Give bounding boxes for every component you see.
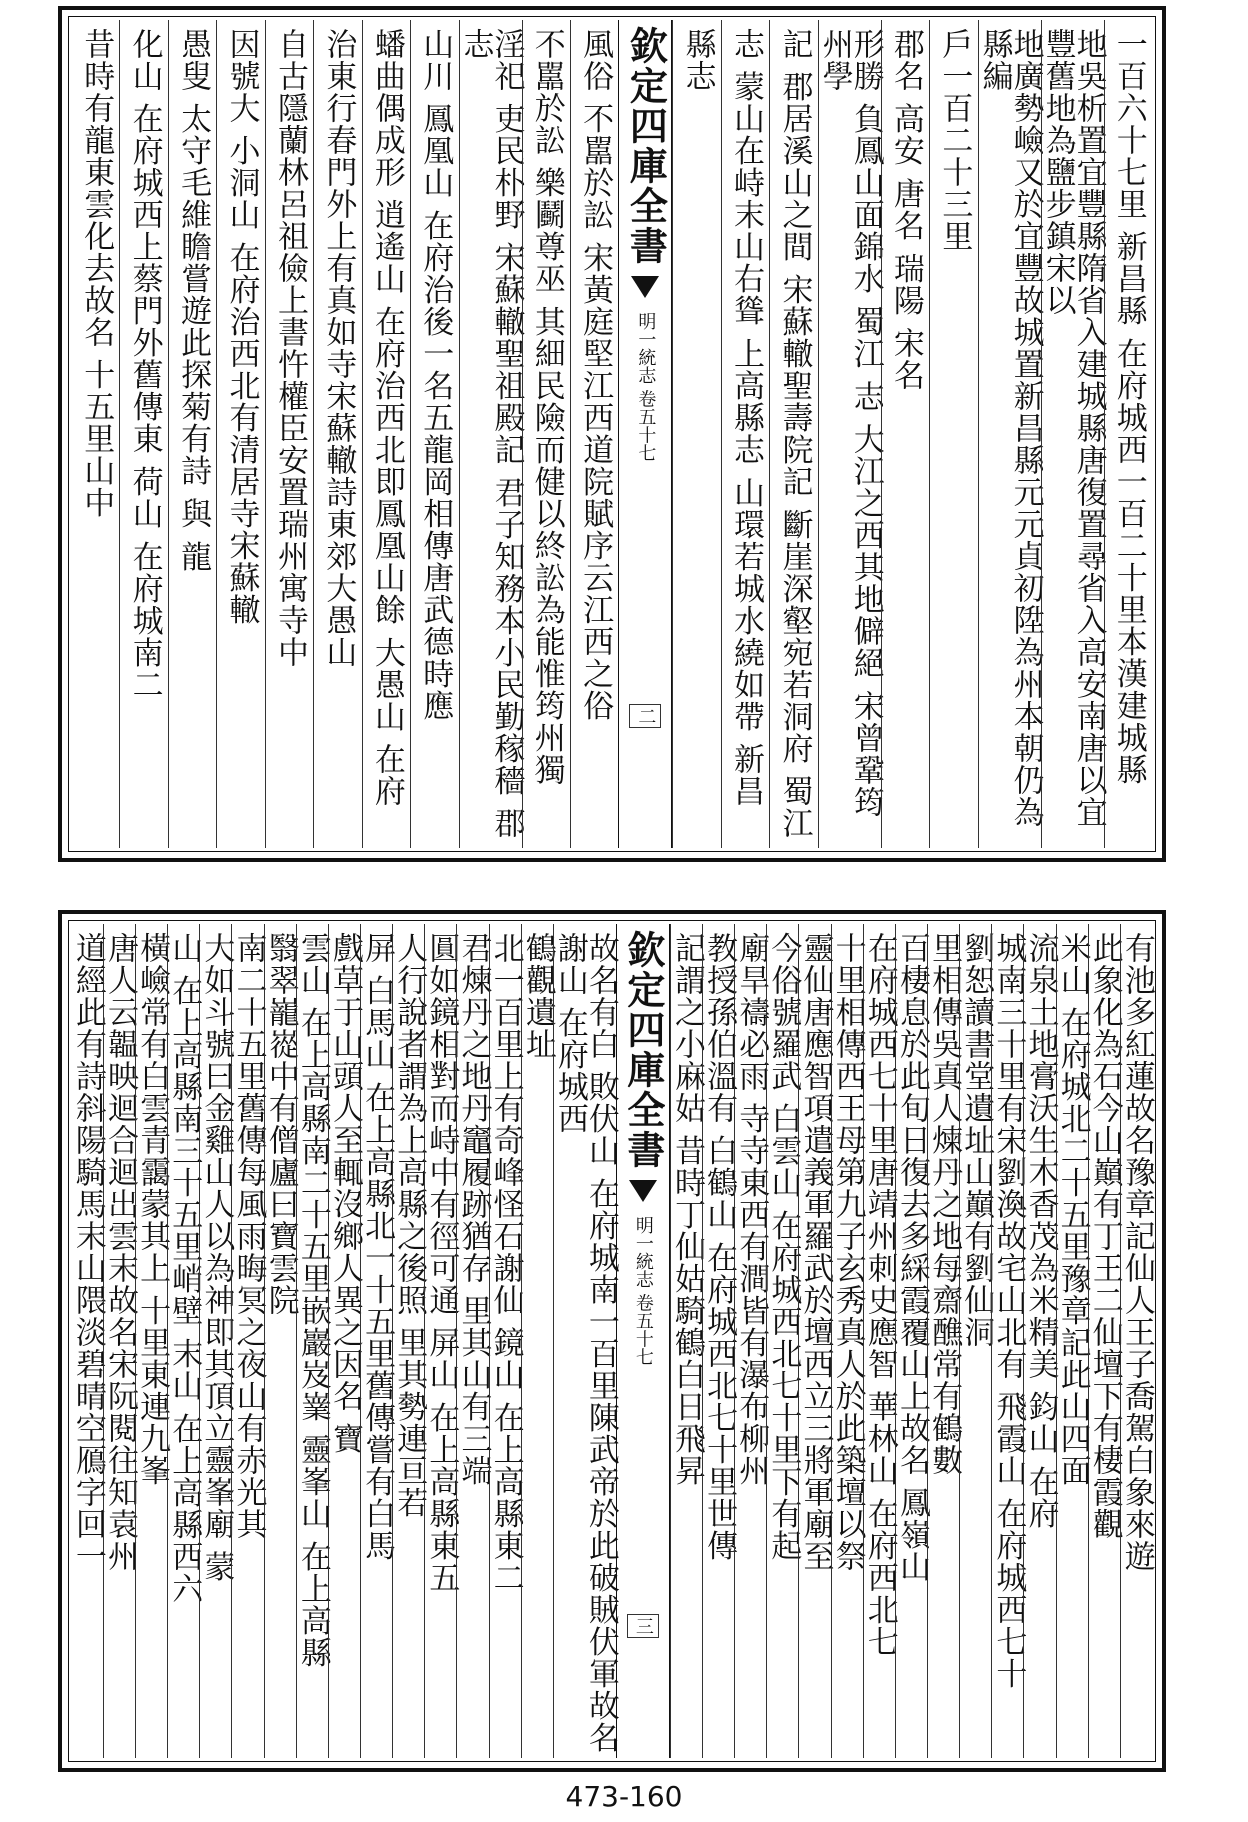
text-column bbox=[519, 924, 556, 1758]
column-text: 道經此有詩斜陽騎馬末山隈淡碧晴空鴈字回一 bbox=[69, 932, 106, 1572]
column-text: 記 郡居溪山之間 宋蘇轍聖壽院記 斷崖深壑宛若洞府 蜀江 bbox=[776, 28, 813, 840]
column-text: 雲山 在上高縣南二十五里嵌巖岌嶪 靈峯山 在上高縣 bbox=[294, 932, 331, 1669]
text-column bbox=[976, 20, 1044, 848]
text-column bbox=[72, 20, 119, 848]
text-column bbox=[168, 20, 216, 848]
text-column bbox=[166, 924, 203, 1758]
column-text: 圓如鏡相對而峙中有徑可通 屏山 在上高縣東五 bbox=[423, 932, 460, 1594]
column-text: 劉恕讀書堂遺址山巔有劉仙洞 bbox=[958, 932, 995, 1348]
column-text: 郡名 高安 唐名 瑞陽 宋名 bbox=[887, 28, 924, 392]
text-column bbox=[893, 924, 930, 1758]
column-text: 在府城西七十里唐靖州刺史應智 華林山 在府西北七 bbox=[861, 932, 898, 1658]
text-column bbox=[362, 20, 410, 848]
column-text: 南二十五里舊傳每風雨晦冥之夜山有赤光其 bbox=[230, 932, 267, 1540]
text-column bbox=[958, 924, 995, 1758]
text-column bbox=[733, 924, 770, 1758]
text-column bbox=[487, 924, 524, 1758]
column-text: 記謂之小麻姑 昔時丁仙姑騎鶴白日飛昇 bbox=[668, 932, 705, 1487]
text-column bbox=[672, 20, 720, 848]
lower-page-frame bbox=[58, 910, 1166, 1772]
column-text: 因號大 小洞山 在府治西北有清居寺宋蘇轍 bbox=[223, 28, 260, 626]
column-text: 昔時有龍東雲化去故名 十五里山中 bbox=[78, 28, 115, 519]
text-column bbox=[1039, 20, 1107, 848]
text-column bbox=[769, 20, 817, 848]
text-column bbox=[668, 924, 705, 1758]
text-column bbox=[410, 20, 458, 848]
column-text: 廟旱禱必雨 寺寺東西有澗皆有瀑布柳州 bbox=[733, 932, 770, 1487]
column-text: 靈仙唐應智項遣義軍羅武於壇西立三將軍廟至 bbox=[797, 932, 834, 1572]
text-column bbox=[1118, 924, 1155, 1758]
column-text: 翳翠巃嵸中有僧廬曰寶雲院 bbox=[262, 932, 299, 1316]
column-text: 不嚚於訟 樂鬬尊巫 其細民險而健以終訟為能惟筠州獨 bbox=[528, 28, 565, 786]
column-text: 城南三十里有宋劉渙故宅山北有 飛霞山 在府城西七十 bbox=[990, 932, 1027, 1690]
column-text: 屏 白馬山 在上高縣北一十五里舊傳嘗有白馬 bbox=[359, 932, 396, 1562]
column-text: 有池多紅蓮故名豫章記仙人王子喬駕白象來遊 bbox=[1118, 932, 1155, 1572]
text-column bbox=[929, 20, 977, 848]
text-column bbox=[294, 924, 331, 1758]
column-text: 北一百里上有奇峰怪石謝仙 鏡山 在上高縣東二 bbox=[487, 932, 524, 1594]
text-column bbox=[551, 924, 619, 1758]
column-text: 橫嶮常有白雲青靄蒙其上 十里東連九峯 bbox=[134, 932, 171, 1487]
text-column bbox=[816, 20, 884, 848]
column-text: 今俗號羅武 白雲山 在府城西北七十里下有起 bbox=[765, 932, 802, 1562]
column-text: 人行說者謂為上高縣之後照 里其勢連亘若 bbox=[391, 932, 428, 1519]
column-text: 此象化為石今山巔有丁王二仙壇下有棲霞觀 bbox=[1086, 932, 1123, 1540]
column-text: 蟠曲偶成形 逍遙山 在府治西北即鳳凰山餘 大愚山 在府 bbox=[368, 28, 405, 808]
column-text: 形勝 負鳳山面錦水 蜀江 志 大江之西其地僻絕 宋曾鞏筠州學 bbox=[816, 28, 884, 819]
text-column bbox=[1054, 924, 1091, 1758]
center-book-title: 欽定四庫全書 bbox=[620, 930, 666, 1170]
column-text: 戶一百二十三里 bbox=[936, 28, 973, 252]
text-column bbox=[570, 20, 618, 848]
column-text: 治東行春門外上有真如寺宋蘇轍詩東郊大愚山 bbox=[320, 28, 357, 668]
text-column bbox=[1022, 924, 1059, 1758]
text-column bbox=[262, 924, 299, 1758]
column-text: 教授孫伯溫有 白鶴山 在府城西北七十里世傳 bbox=[701, 932, 738, 1562]
text-column bbox=[721, 20, 769, 848]
page-number-footer: 473-160 bbox=[565, 1780, 683, 1813]
center-book-title: 欽定四庫全書 bbox=[623, 26, 669, 266]
column-text: 流泉土地膏沃生木香茂為米精美 鈞山 在府 bbox=[1022, 932, 1059, 1530]
text-column bbox=[101, 924, 138, 1758]
column-text: 鶴觀遺址 bbox=[519, 932, 556, 1060]
text-column bbox=[216, 20, 264, 848]
text-column bbox=[423, 924, 460, 1758]
column-text: 地吳析置宜豐縣隋省入建城縣唐復置尋省入高安南唐以宜豐舊地為鹽步鎮宋以 bbox=[1039, 28, 1107, 828]
text-column bbox=[861, 924, 898, 1758]
column-text: 戲草于山頭人至輒沒鄉人異之因名 寶 bbox=[326, 932, 363, 1455]
column-text: 地廣勢嶮又於宜豐故城置新昌縣元元貞初陞為州本朝仍為縣編 bbox=[976, 28, 1044, 828]
column-text: 山 在上高縣南三十五里峭壁 末山 在上高縣西六 bbox=[166, 932, 203, 1605]
column-text: 唐人云韞映迴合迴出雲末故名宋阮閱往知袁州 bbox=[101, 932, 138, 1572]
text-column bbox=[230, 924, 267, 1758]
upper-page-frame bbox=[58, 6, 1166, 862]
text-column bbox=[926, 924, 963, 1758]
text-column bbox=[701, 924, 738, 1758]
column-text: 化山 在府城西上蔡門外舊傳東 荷山 在府城南二 bbox=[126, 28, 163, 701]
fishtail-mark-icon bbox=[629, 1180, 657, 1202]
text-column bbox=[797, 924, 834, 1758]
column-text: 大如斗號曰金雞山人以為神即其頂立靈峯廟 蒙 bbox=[198, 932, 235, 1583]
column-text: 山川 鳳凰山 在府治後一名五龍岡相傳唐武德時應 bbox=[417, 28, 454, 722]
center-volume-info: 明一統志 卷五十七 bbox=[632, 1216, 654, 1366]
center-volume-info: 明一統志 卷五十七 bbox=[635, 312, 657, 462]
column-text: 志 蒙山在峙末山右聳 上高縣志 山環若城水繞如帶 新昌 bbox=[728, 28, 765, 808]
upper-text-columns bbox=[72, 20, 1152, 848]
text-column bbox=[69, 924, 106, 1758]
text-column bbox=[391, 924, 428, 1758]
text-column bbox=[119, 20, 167, 848]
column-text: 百棲息於此旬日復去多綵霞覆山上故名 鳳嶺山 bbox=[893, 932, 930, 1583]
column-text: 米山 在府城北二十五里豫章記此山四面 bbox=[1054, 932, 1091, 1487]
center-leaf-number: 二 bbox=[629, 704, 661, 728]
text-column bbox=[359, 924, 396, 1758]
text-column bbox=[765, 924, 802, 1758]
text-column bbox=[1104, 20, 1152, 848]
column-text: 一百六十七里 新昌縣 在府城西一百二十里本漢建城縣 bbox=[1110, 28, 1147, 786]
fishtail-mark-icon bbox=[631, 276, 659, 298]
column-text: 君煉丹之地丹竈履跡猶存 里其山有三端 bbox=[455, 932, 492, 1487]
column-text: 自古隱蘭林呂祖儉上書忤權臣安置瑞州寓寺中 bbox=[271, 28, 308, 668]
text-column bbox=[326, 924, 363, 1758]
text-column bbox=[313, 20, 361, 848]
text-column bbox=[265, 20, 313, 848]
column-text: 風俗 不嚚於訟 宋黃庭堅江西道院賦序云江西之俗 bbox=[577, 28, 614, 722]
lower-text-columns bbox=[69, 924, 1155, 1758]
text-column bbox=[455, 924, 492, 1758]
center-leaf-number: 三 bbox=[627, 1614, 659, 1638]
text-column bbox=[522, 20, 570, 848]
text-column bbox=[990, 924, 1027, 1758]
column-text: 里相傳吳真人煉丹之地每齋醮常有鶴數 bbox=[926, 932, 963, 1476]
column-text: 故名有白 敗伏山 在府城南一百里陳武帝於此破賊伏軍故名 謝山 在府城西 bbox=[551, 932, 619, 1754]
column-text: 縣志 bbox=[679, 28, 716, 92]
text-column bbox=[457, 20, 525, 848]
center-fold-strip bbox=[618, 20, 672, 848]
center-fold-strip bbox=[616, 924, 670, 1758]
text-column bbox=[881, 20, 929, 848]
column-text: 淫祀 吏民朴野 宋蘇轍聖祖殿記 君子知務本小民勤稼穡 郡志 bbox=[457, 28, 525, 840]
text-column bbox=[1086, 924, 1123, 1758]
text-column bbox=[829, 924, 866, 1758]
text-column bbox=[198, 924, 235, 1758]
column-text: 十里相傳西王母第九子玄秀真人於此築壇以祭 bbox=[829, 932, 866, 1572]
column-text: 愚叟 太守毛維瞻嘗遊此探菊有詩 與 龍 bbox=[175, 28, 212, 573]
text-column bbox=[134, 924, 171, 1758]
